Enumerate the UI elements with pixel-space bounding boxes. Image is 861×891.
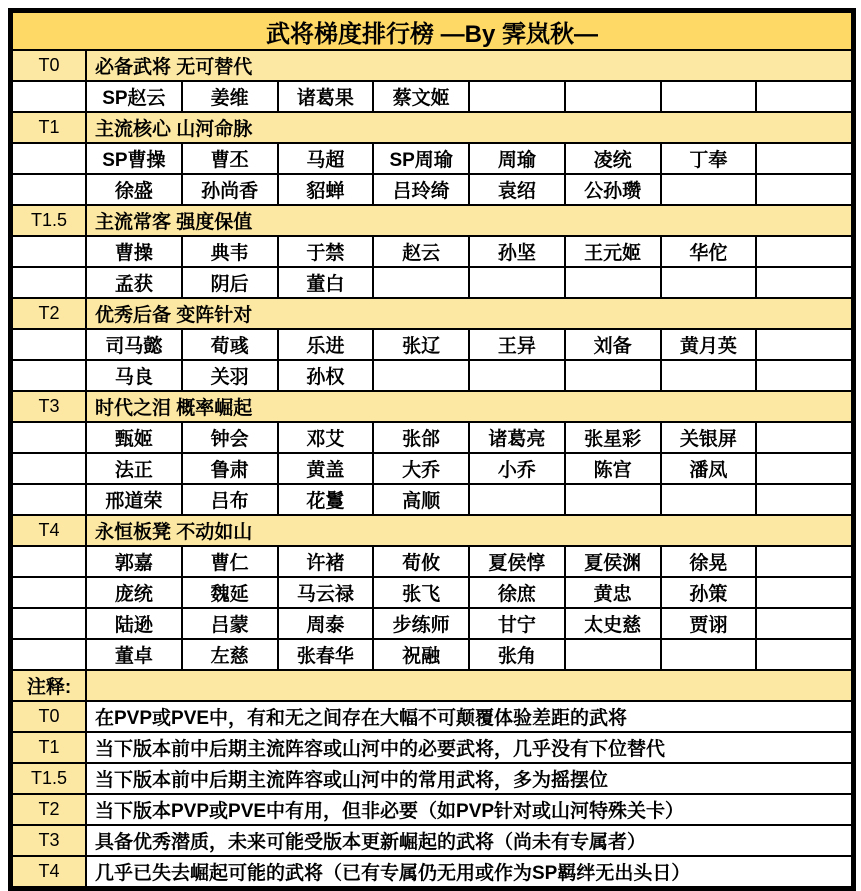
empty-cell — [757, 640, 851, 669]
empty-cell — [13, 268, 85, 297]
general-name-cell: 周瑜 — [470, 144, 564, 173]
empty-cell — [662, 175, 756, 204]
empty-cell — [757, 175, 851, 204]
empty-cell — [662, 361, 756, 390]
general-name-cell: 庞统 — [87, 578, 181, 607]
general-name-cell: 花鬘 — [279, 485, 373, 514]
general-name-cell: 荀攸 — [374, 547, 468, 576]
empty-cell — [374, 268, 468, 297]
general-name-cell: 徐盛 — [87, 175, 181, 204]
general-name-cell: 凌统 — [566, 144, 660, 173]
general-name-cell: 许褚 — [279, 547, 373, 576]
empty-cell — [13, 82, 85, 111]
tier-label: T3 — [13, 392, 85, 421]
general-name-cell: SP周瑜 — [374, 144, 468, 173]
empty-cell — [757, 485, 851, 514]
note-text: 具备优秀潜质，未来可能受版本更新崛起的武将（尚未有专属者） — [87, 826, 851, 855]
general-name-cell: 张郃 — [374, 423, 468, 452]
general-name-cell: 太史慈 — [566, 609, 660, 638]
note-text: 当下版本PVP或PVE中有用，但非必要（如PVP针对或山河特殊关卡） — [87, 795, 851, 824]
general-name-cell: 鲁肃 — [183, 454, 277, 483]
general-name-cell: 夏侯渊 — [566, 547, 660, 576]
general-name-cell: 马超 — [279, 144, 373, 173]
general-name-cell: 关银屏 — [662, 423, 756, 452]
general-name-cell: 诸葛果 — [279, 82, 373, 111]
general-name-cell: 孙权 — [279, 361, 373, 390]
general-name-cell: 司马懿 — [87, 330, 181, 359]
note-tier-label: T0 — [13, 702, 85, 731]
general-name-cell: 吕蒙 — [183, 609, 277, 638]
general-name-cell: 潘凤 — [662, 454, 756, 483]
general-name-cell: 董卓 — [87, 640, 181, 669]
general-name-cell: 关羽 — [183, 361, 277, 390]
general-name-cell: 孙坚 — [470, 237, 564, 266]
general-name-cell: 法正 — [87, 454, 181, 483]
general-name-cell: 姜维 — [183, 82, 277, 111]
general-name-cell: 乐进 — [279, 330, 373, 359]
empty-cell — [13, 330, 85, 359]
general-name-cell: 于禁 — [279, 237, 373, 266]
note-tier-label: T4 — [13, 857, 85, 886]
empty-cell — [13, 578, 85, 607]
general-name-cell: SP赵云 — [87, 82, 181, 111]
general-name-cell: 小乔 — [470, 454, 564, 483]
general-name-cell: 郭嘉 — [87, 547, 181, 576]
tier-description: 永恒板凳 不动如山 — [87, 516, 851, 545]
general-name-cell: 黄月英 — [662, 330, 756, 359]
empty-cell — [13, 454, 85, 483]
general-name-cell: 丁奉 — [662, 144, 756, 173]
tier-table — [8, 8, 856, 891]
empty-cell — [13, 609, 85, 638]
general-name-cell: 吕布 — [183, 485, 277, 514]
general-name-cell: 王元姬 — [566, 237, 660, 266]
tier-description: 主流常客 强度保值 — [87, 206, 851, 235]
general-name-cell: 诸葛亮 — [470, 423, 564, 452]
tier-table-grid — [13, 13, 851, 886]
general-name-cell: 刘备 — [566, 330, 660, 359]
empty-cell — [757, 547, 851, 576]
general-name-cell: 张星彩 — [566, 423, 660, 452]
empty-cell — [13, 640, 85, 669]
notes-header-label: 注释: — [13, 671, 85, 700]
general-name-cell: 马云禄 — [279, 578, 373, 607]
general-name-cell: 贾诩 — [662, 609, 756, 638]
empty-cell — [757, 268, 851, 297]
empty-cell — [566, 361, 660, 390]
general-name-cell: 甄姬 — [87, 423, 181, 452]
empty-cell — [13, 144, 85, 173]
general-name-cell: 徐庶 — [470, 578, 564, 607]
general-name-cell: 陈宫 — [566, 454, 660, 483]
empty-cell — [374, 361, 468, 390]
general-name-cell: 左慈 — [183, 640, 277, 669]
empty-cell — [757, 237, 851, 266]
tier-description: 主流核心 山河命脉 — [87, 113, 851, 142]
tier-label: T2 — [13, 299, 85, 328]
general-name-cell: 张飞 — [374, 578, 468, 607]
general-name-cell: 夏侯惇 — [470, 547, 564, 576]
general-name-cell: 蔡文姬 — [374, 82, 468, 111]
empty-cell — [13, 547, 85, 576]
general-name-cell: 张辽 — [374, 330, 468, 359]
general-name-cell: 荀彧 — [183, 330, 277, 359]
tier-label: T1.5 — [13, 206, 85, 235]
tier-label: T1 — [13, 113, 85, 142]
general-name-cell: 祝融 — [374, 640, 468, 669]
tier-description: 时代之泪 概率崛起 — [87, 392, 851, 421]
empty-cell — [566, 640, 660, 669]
general-name-cell: 陆逊 — [87, 609, 181, 638]
general-name-cell: 张角 — [470, 640, 564, 669]
empty-cell — [662, 640, 756, 669]
note-tier-label: T2 — [13, 795, 85, 824]
general-name-cell: 高顺 — [374, 485, 468, 514]
note-tier-label: T1.5 — [13, 764, 85, 793]
general-name-cell: SP曹操 — [87, 144, 181, 173]
general-name-cell: 华佗 — [662, 237, 756, 266]
general-name-cell: 黄盖 — [279, 454, 373, 483]
general-name-cell: 吕玲绮 — [374, 175, 468, 204]
empty-cell — [13, 423, 85, 452]
empty-cell — [757, 578, 851, 607]
general-name-cell: 黄忠 — [566, 578, 660, 607]
empty-cell — [662, 82, 756, 111]
general-name-cell: 王异 — [470, 330, 564, 359]
empty-cell — [757, 609, 851, 638]
note-text: 在PVP或PVE中，有和无之间存在大幅不可颠覆体验差距的武将 — [87, 702, 851, 731]
general-name-cell: 貂蝉 — [279, 175, 373, 204]
general-name-cell: 孟获 — [87, 268, 181, 297]
general-name-cell: 董白 — [279, 268, 373, 297]
general-name-cell: 马良 — [87, 361, 181, 390]
general-name-cell: 徐晃 — [662, 547, 756, 576]
note-text: 几乎已失去崛起可能的武将（已有专属仍无用或作为SP羁绊无出头日） — [87, 857, 851, 886]
empty-cell — [13, 485, 85, 514]
tier-description: 必备武将 无可替代 — [87, 51, 851, 80]
empty-cell — [566, 268, 660, 297]
general-name-cell: 赵云 — [374, 237, 468, 266]
general-name-cell: 曹丕 — [183, 144, 277, 173]
general-name-cell: 曹仁 — [183, 547, 277, 576]
empty-cell — [662, 268, 756, 297]
general-name-cell: 魏延 — [183, 578, 277, 607]
general-name-cell: 张春华 — [279, 640, 373, 669]
note-text: 当下版本前中后期主流阵容或山河中的常用武将，多为摇摆位 — [87, 764, 851, 793]
empty-cell — [470, 361, 564, 390]
empty-cell — [13, 175, 85, 204]
empty-cell — [662, 485, 756, 514]
tier-label: T0 — [13, 51, 85, 80]
note-tier-label: T1 — [13, 733, 85, 762]
tier-description: 优秀后备 变阵针对 — [87, 299, 851, 328]
general-name-cell: 典韦 — [183, 237, 277, 266]
empty-cell — [566, 82, 660, 111]
general-name-cell: 周泰 — [279, 609, 373, 638]
general-name-cell: 公孙瓒 — [566, 175, 660, 204]
empty-cell — [757, 82, 851, 111]
empty-cell — [757, 330, 851, 359]
empty-cell — [757, 454, 851, 483]
general-name-cell: 袁绍 — [470, 175, 564, 204]
general-name-cell: 孙尚香 — [183, 175, 277, 204]
general-name-cell: 钟会 — [183, 423, 277, 452]
general-name-cell: 邓艾 — [279, 423, 373, 452]
empty-cell — [470, 268, 564, 297]
general-name-cell: 大乔 — [374, 454, 468, 483]
empty-cell — [470, 82, 564, 111]
note-text: 当下版本前中后期主流阵容或山河中的必要武将，几乎没有下位替代 — [87, 733, 851, 762]
empty-cell — [566, 485, 660, 514]
general-name-cell: 曹操 — [87, 237, 181, 266]
empty-cell — [757, 423, 851, 452]
page-title: 武将梯度排行榜 —By 霁岚秋— — [13, 13, 851, 49]
general-name-cell: 邢道荣 — [87, 485, 181, 514]
tier-label: T4 — [13, 516, 85, 545]
empty-cell — [13, 361, 85, 390]
empty-cell — [757, 144, 851, 173]
note-tier-label: T3 — [13, 826, 85, 855]
general-name-cell: 步练师 — [374, 609, 468, 638]
empty-cell — [13, 237, 85, 266]
general-name-cell: 甘宁 — [470, 609, 564, 638]
empty-cell — [470, 485, 564, 514]
general-name-cell: 孙策 — [662, 578, 756, 607]
notes-header-fill — [87, 671, 851, 700]
general-name-cell: 阴后 — [183, 268, 277, 297]
empty-cell — [757, 361, 851, 390]
